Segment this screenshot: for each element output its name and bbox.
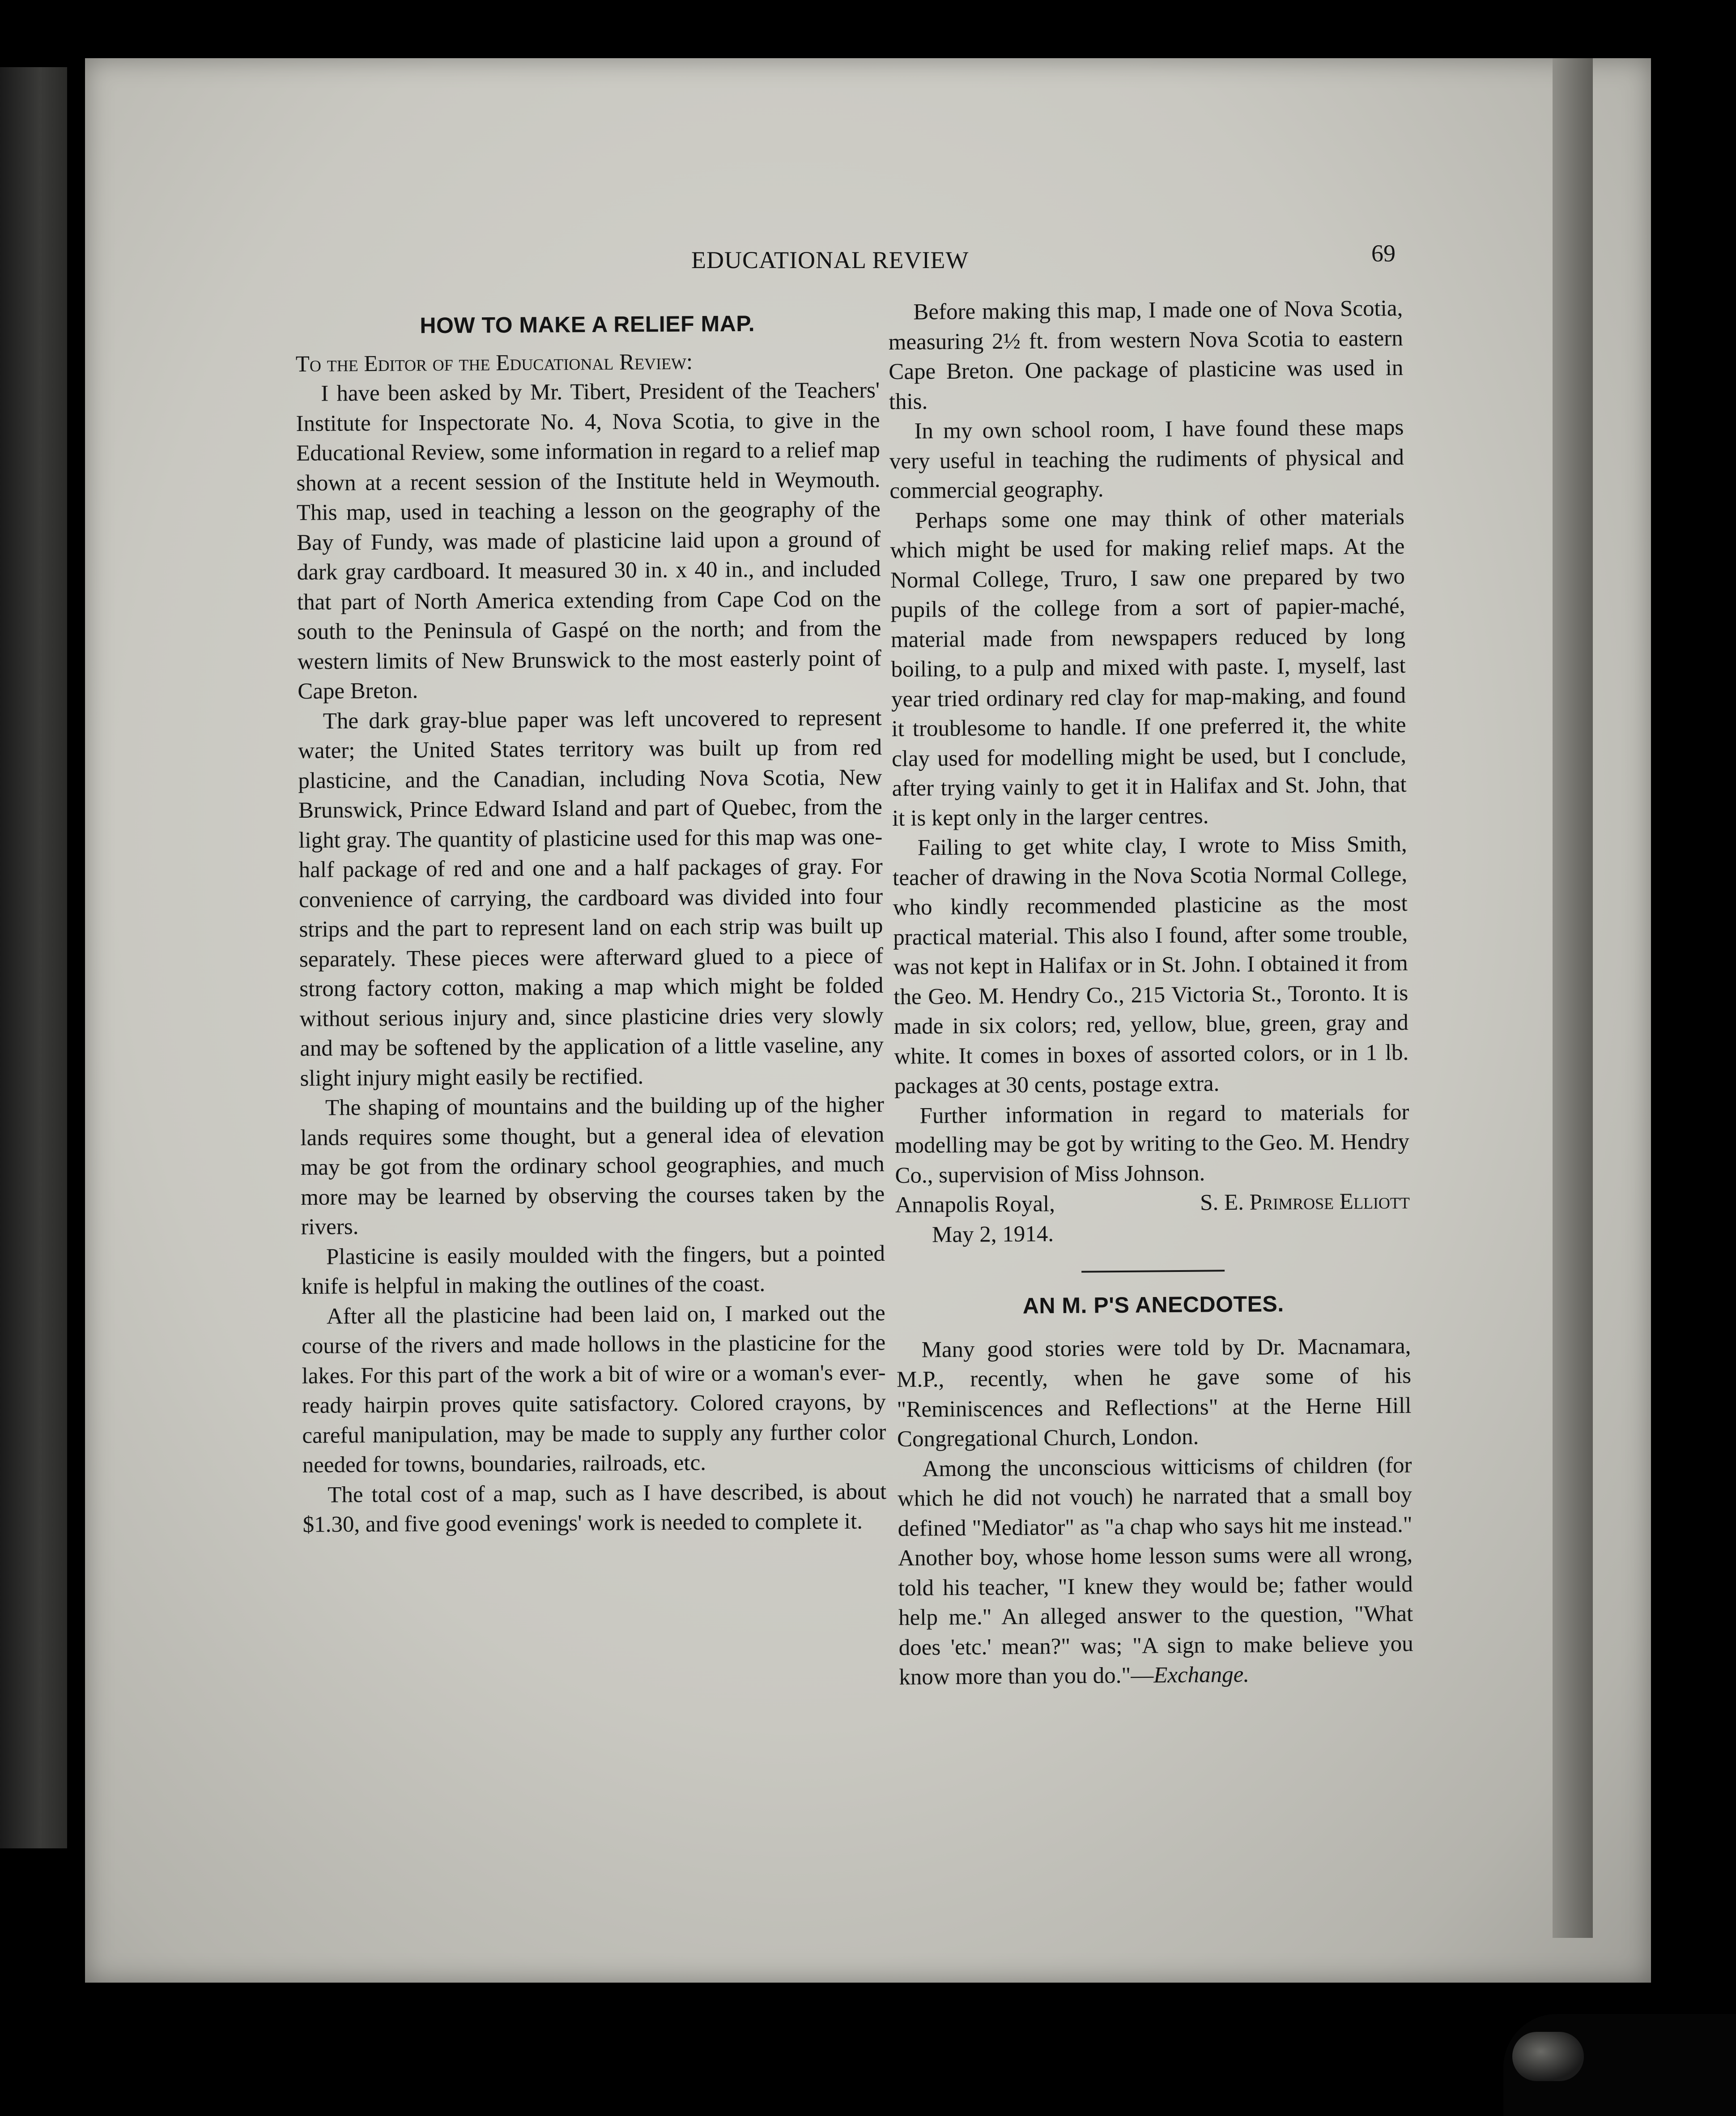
- date-line: May 2, 1914.: [932, 1221, 1054, 1247]
- paragraph: The dark gray-blue paper was left uncovered to represent water; the United States territory was built up from red plasticine, and the Canadian, including Nova Scotia, New Brunswick, Prince Edward Island and part of Quebec, from the light gray. The quantity of plasticine used for this map was one-half package of red and one and a half packages of gray. For convenience of carrying, the cardboard was divided into four strips and the part to represent land on each strip was built up separately. These pieces were afterward glued to a piece of strong factory cotton, making a map which might be folded without serious injury and, since plasticine dries very slowly and may be softened by the application of a little vaseline, any slight injury might easily be rectified.: [298, 705, 884, 1091]
- section-divider: [1081, 1270, 1225, 1273]
- paragraph: After all the plasticine had been laid on, I marked out the course of the rivers and made hollows in the plasticine for the lakes. For this part of the work a bit of wire or a woman's ever-ready hairpin proves quite satisfactory. Colored crayons, by careful manipulation, may be made to supply any further color needed for towns, boundaries, railroads, etc.: [301, 1300, 886, 1478]
- paragraph-text: Among the unconscious witticisms of children (for which he did not vouch) he narrated that a small boy defined "Mediator" as "a chap who says hit me instead." Another boy, whose home lesson sums were all wrong, told his teacher, "I knew they would be; father would help me." An alleged answer to the question, "What does 'etc.' mean?" was; "A sign to make believe you know more than you do."—: [897, 1452, 1413, 1690]
- paragraph: [897, 1450, 1413, 1692]
- salutation: To the Editor of the Educational Review:: [295, 349, 693, 377]
- paragraph: Before making this map, I made one of Nova Scotia, measuring 2½ ft. from western Nova Scotia to eastern Cape Breton. One package of plasticine was used in this.: [888, 295, 1404, 414]
- page-gutter-edge: [1553, 58, 1593, 1938]
- signature: S. E. Primrose Elliott: [1200, 1188, 1410, 1216]
- facing-page-edge: [0, 67, 67, 1848]
- paragraph: Perhaps some one may think of other materials which might be used for making relief maps. At the Normal College, Truro, I saw one prepared by two pupils of the college from a sort of papier-maché, material made from newspapers reduced by long boiling, to a pulp and mixed with paste. I, myself, last year tried ordinary red clay for map-making, and found it troublesome to handle. If one preferred it, the white clay used for modelling might be used, but I conclude, after trying vainly to get it in Halifax and St. John, that it is kept only in the larger centres.: [890, 504, 1407, 831]
- paragraph: The total cost of a map, such as I have described, is about $1.30, and five good evenings' work is needed to complete it.: [302, 1479, 887, 1537]
- right-column: [888, 294, 1413, 1692]
- paragraph: I have been asked by Mr. Tibert, President of the Teachers' Institute for Inspectorate No. 4, Nova Scotia, to give in the Educational Review, some information in regard to a relief map shown at a recent session of the Institute held in Weymouth. This map, used in teaching a lesson on the geography of the Bay of Fundy, was made of plasticine laid upon a ground of dark gray cardboard. It measured 30 in. x 40 in., and included that part of North America extending from Cape Cod on the south to the Peninsula of Gaspé on the north; and from the western limits of New Brunswick to the most easterly point of Cape Breton.: [296, 378, 881, 704]
- paragraph: Many good stories were told by Dr. Macnamara, M.P., recently, when he gave some of his "Reminiscences and Reflections" at the Herne Hill Congregational Church, London.: [896, 1333, 1412, 1452]
- left-column: [295, 305, 887, 1540]
- running-head: EDUCATIONAL REVIEW: [691, 247, 969, 273]
- paragraph: Plasticine is easily moulded with the fingers, but a pointed knife is helpful in making the outlines of the coast.: [301, 1241, 885, 1299]
- paragraph: In my own school room, I have found these maps very useful in teaching the rudiments of physical and commercial geography.: [889, 414, 1404, 503]
- source-credit: Exchange.: [1153, 1662, 1250, 1688]
- article-title: AN M. P'S ANECDOTES.: [1022, 1291, 1284, 1318]
- paragraph: Further information in regard to materials for modelling may be got by writing to the Geo. M. Hendry Co., supervision of Miss Johnson.: [894, 1099, 1410, 1188]
- paragraph: Failing to get white clay, I wrote to Miss Smith, teacher of drawing in the Nova Scotia Normal College, who kindly recommended plasticine as the most practical material. This also I found, after some trouble, was not kept in Halifax or in St. John. I obtained it from the Geo. M. Hendry Co., 215 Victoria St., Toronto. It is made in six colors; red, yellow, blue, green, gray and white. It comes in boxes of assorted colors, or in 1 lb. packages at 30 cents, postage extra.: [892, 831, 1409, 1099]
- paragraph: The shaping of mountains and the building up of the higher lands requires some thought, but a general idea of elevation may be got from the ordinary school geographies, and much more may be learned by observing the courses taken by the rivers.: [300, 1092, 885, 1240]
- page-number: 69: [1371, 240, 1396, 267]
- binder-clip-highlight: [1512, 2032, 1584, 2081]
- article-title: HOW TO MAKE A RELIEF MAP.: [420, 311, 755, 338]
- signature-block: [895, 1186, 1410, 1220]
- place-line: Annapolis Royal,: [895, 1191, 1055, 1218]
